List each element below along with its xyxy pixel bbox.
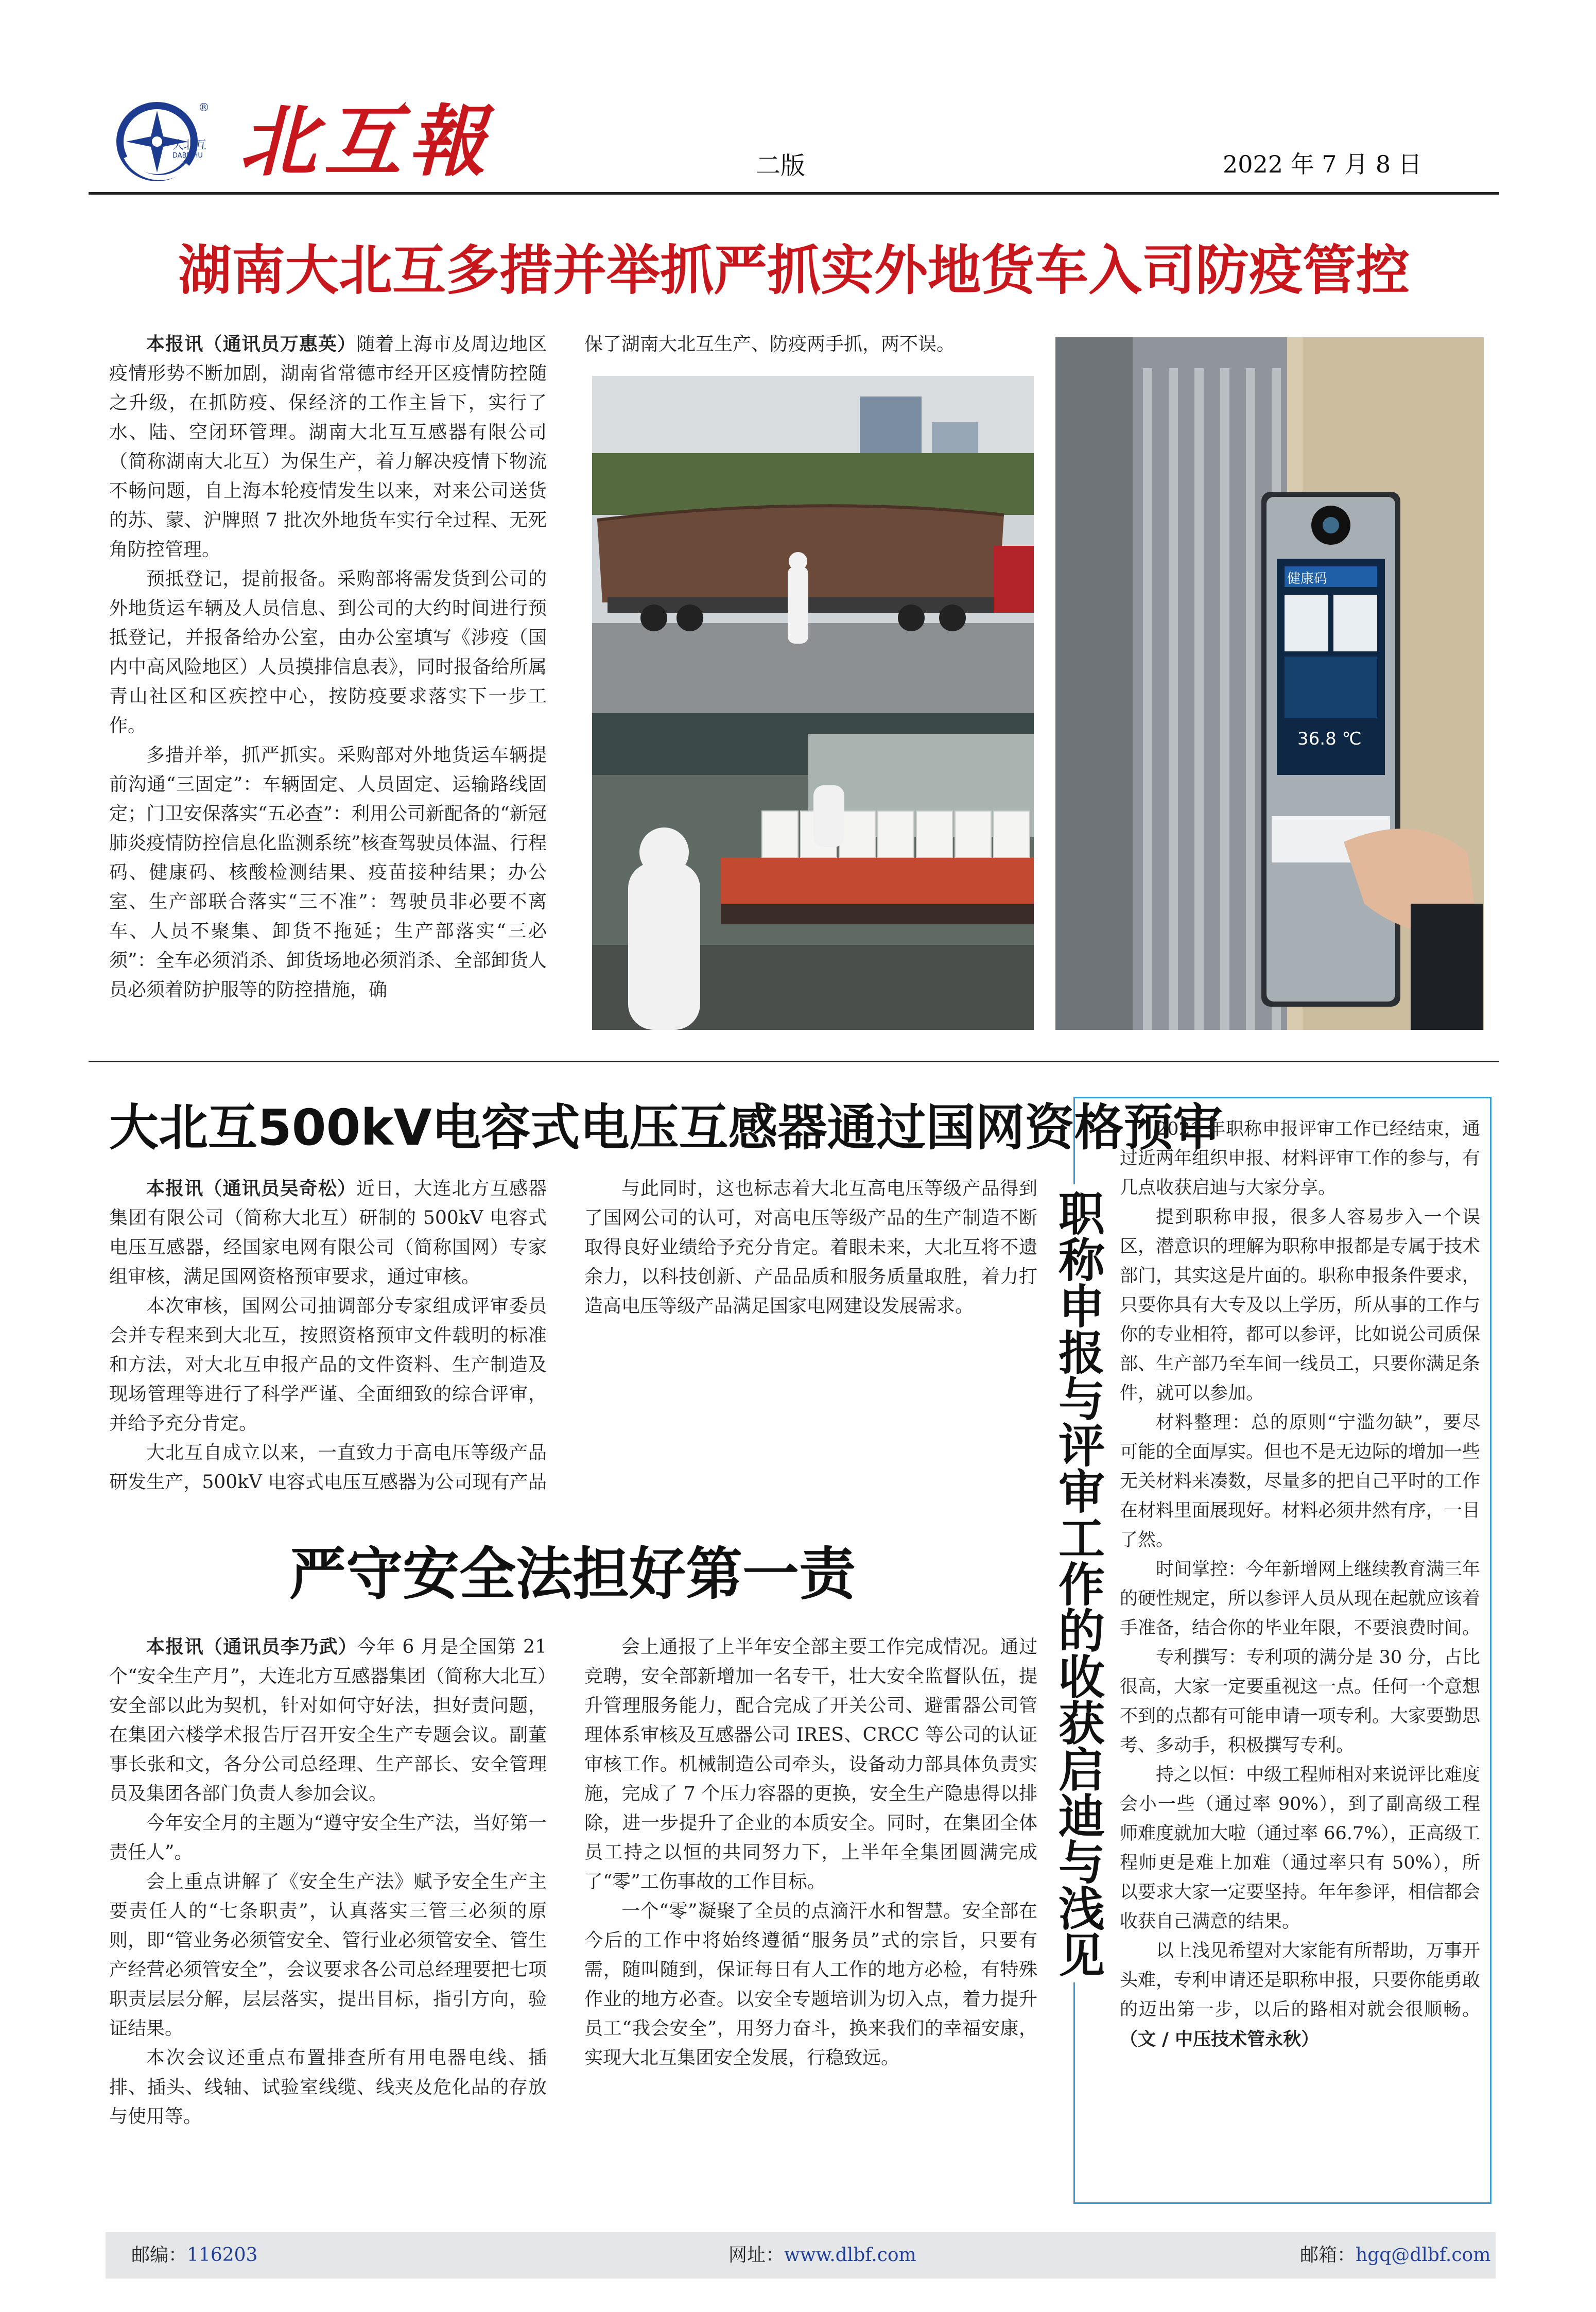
paper-name: 北互報 xyxy=(239,96,493,187)
article4-paragraph: 专利撰写：专利项的满分是 30 分，占比很高，大家一定要重视这一点。任何一个意想不到的点都有可能申请一项专利。大家要勤思考、多动手，积极撰写专利。 xyxy=(1120,1647,1481,1756)
article3-paragraph: 一个“零”凝聚了全员的点滴汗水和智慧。安全部在今后的工作中将始终遵循“服务员”式的宗旨，只要有需，随叫随到，保证每日有人工作的地方必检，有特殊作业的地方必查。以安全专题培训为切入点，着力提升员工“我会安全”，用努力奋斗，换来我们的幸福安康，实现大北互集团安全发展，行稳致远。 xyxy=(584,1901,1037,2068)
article3-paragraph: 今年安全月的主题为“遵守安全生产法，当好第一责任人”。 xyxy=(109,1813,547,1863)
website-link[interactable]: www.dlbf.com xyxy=(784,2245,916,2266)
article2-paragraph: 本次审核，国网公司抽调部分专家组成评审委员会并专程来到大北互，按照资格预审文件载明的标准和方法，对大北互申报产品的文件资料、生产制造及现场管理等进行了科学严谨、全面细致的综合评审，并给予充分肯定。 xyxy=(109,1296,547,1434)
article2-col2 xyxy=(584,1174,1037,1514)
article3-col2 xyxy=(584,1632,1037,2204)
article3-paragraph: 今年 6 月是全国第 21 个“安全生产月”，大连北方互感器集团（简称大北互）安全部以此为契机，针对如何守好法，担好责问题，在集团六楼学术报告厅召开安全生产专题会议。副董事长张和文，各分公司总经理、生产部长、安全管理员及集团各部门负责人参加会议。 xyxy=(109,1636,547,1804)
article4-signature: （文 / 中压技术管永秋） xyxy=(1120,2029,1320,2050)
article2-byline: 本报讯（通讯员吴奇松） xyxy=(146,1178,357,1199)
article3-paragraph: 会上通报了上半年安全部主要工作完成情况。通过竞聘，安全部新增加一名专干，壮大安全监督队伍，提升管理服务能力，配合完成了开关公司、避雷器公司管理体系审核及互感器公司 IRES、CRCC 等公司的认证审核工作。机械制造公司牵头，设备动力部具体负责实施，完成了 7 个压力容器的更换，安全生产隐患得以排除，进一步提升了企业的本质安全。同时，在集团全体员工持之以恒的共同努力下，上半年全集团圆满完成了“零”工伤事故的工作目标。 xyxy=(584,1636,1037,1892)
footer-email xyxy=(1300,2232,1490,2279)
article1-headline: 湖南大北互多措并举抓严抓实外地货车入司防疫管控 xyxy=(178,239,1410,302)
article1-paragraph: 保了湖南大北互生产、防疫两手抓，两不误。 xyxy=(584,334,956,355)
terminal-temperature-reading: 36.8 ℃ xyxy=(1297,729,1362,749)
article4-headline: 职称申报与评审工作的收获启迪与浅见 xyxy=(1048,1184,1104,1982)
article4-paragraph: 2021 年职称申报评审工作已经结束，通过近两年组织申报、材料评审工作的参与，有几点收获启迪与大家分享。 xyxy=(1120,1119,1481,1198)
email-label: 邮箱： xyxy=(1300,2245,1356,2266)
truck-disinfection-photo xyxy=(592,376,1034,713)
footer-postcode xyxy=(131,2232,257,2279)
article1-paragraph: 随着上海市及周边地区疫情形势不断加剧，湖南省常德市经开区疫情防控随之升级，在抓防疫、保经济的工作主旨下，实行了水、陆、空闭环管理。湖南大北互互感器有限公司（简称湖南大北互）为保生产，着力解决疫情下物流不畅问题，自上海本轮疫情发生以来，对来公司送货的苏、蒙、沪牌照 7 批次外地货车实行全过程、无死角防控管理。 xyxy=(109,334,547,560)
footer-bar xyxy=(106,2232,1496,2279)
article1-col1 xyxy=(109,330,547,1030)
article4-paragraph: 提到职称申报，很多人容易步入一个误区，潜意识的理解为职称申报都是专属于技术部门，其实这是片面的。职称申报条件要求，只要你具有大专及以上学历，所从事的工作与你的专业相符，都可以参评，比如说公司质保部、生产部乃至车间一线员工，只要你满足条件，就可以参加。 xyxy=(1120,1207,1481,1404)
article2-col1 xyxy=(109,1174,547,1514)
unloading-photo xyxy=(592,713,1034,1030)
article3-byline: 本报讯（通讯员李乃武） xyxy=(146,1636,358,1658)
article2-headline: 大北互500kV电容式电压互感器通过国网资格预审 xyxy=(109,1099,1223,1157)
article3-paragraph: 会上重点讲解了《安全生产法》赋予安全生产主要责任人的“七条职责”，认真落实三管三必须的原则，即“管业务必须管安全、管行业必须管安全、管生产经营必须管安全”，会议要求各公司总经理要把七项职责层层分解，层层落实，提出目标，指引方向，验证结果。 xyxy=(109,1871,547,2039)
edition-label: 二版 xyxy=(756,151,806,180)
postcode-value: 116203 xyxy=(187,2245,258,2266)
article2-paragraph: 与此同时，这也标志着大北互高电压等级产品得到了国网公司的认可，对高电压等级产品的生产制造不断取得良好业绩给予充分肯定。着眼未来，大北互将不遗余力，以科技创新、产品品质和服务质量取胜，着力打造高电压等级产品满足国家电网建设发展需求。 xyxy=(584,1178,1037,1317)
article4-paragraph: 材料整理：总的原则“宁滥勿缺”，要尽可能的全面厚实。但也不是无边际的增加一些无关材料来凑数，尽量多的把自己平时的工作在材料里面展现好。材料必须井然有序，一目了然。 xyxy=(1120,1412,1481,1550)
article1-paragraph: 预抵登记，提前报备。采购部将需发货到公司的外地货运车辆及人员信息、到公司的大约时间进行预抵登记，并报备给办公室，由办公室填写《涉疫（国内中高风险地区）人员摸排信息表》，同时报备给所属青山社区和区疾控中心，按防疫要求落实下一步工作。 xyxy=(109,568,547,736)
issue-date: 2022 年 7 月 8 日 xyxy=(1223,150,1422,178)
article3-headline: 严守安全法担好第一责 xyxy=(289,1541,856,1607)
footer-website xyxy=(728,2232,916,2279)
logo xyxy=(116,100,219,193)
logo-en-text: DABEIHU xyxy=(172,152,203,160)
article3-paragraph: 本次会议还重点布置排查所有用电器电线、插排、插头、线轴、试验室线缆、线夹及危化品的存放与使用等。 xyxy=(109,2047,547,2127)
article4-paragraph: 持之以恒：中级工程师相对来说评比难度会小一些（通过率 90%），到了副高级工程师难度就加大啦（通过率 66.7%），正高级工程师更是难上加难（通过率只有 50%），所以要求大家一定要坚持。年年参评，相信都会收获自己满意的结果。 xyxy=(1120,1765,1481,1932)
article2-paragraph: 近日，大连北方互感器集团有限公司（简称大北互）研制的 500kV 电容式电压互感器，经国家电网有限公司（简称国网）专家组审核，满足国网资格预审要求，通过审核。 xyxy=(109,1178,547,1287)
website-label: 网址： xyxy=(728,2245,785,2266)
section-divider xyxy=(89,1061,1499,1062)
article1-byline: 本报讯（通讯员万惠英） xyxy=(146,333,357,355)
terminal-health-code-label: 健康码 xyxy=(1287,571,1328,586)
postcode-label: 邮编： xyxy=(131,2245,187,2266)
article3-col1 xyxy=(109,1632,547,2204)
article2-paragraph: 大北互自成立以来，一直致力于高电压等级产品研发生产，500kV 电容式电压互感器为公司现有产品 xyxy=(109,1442,547,1493)
temperature-terminal-photo xyxy=(1055,337,1484,1030)
article4-body xyxy=(1120,1115,1480,2196)
logo-small-text: 大北互 xyxy=(172,139,207,152)
email-link[interactable]: hgq@dlbf.com xyxy=(1356,2245,1491,2266)
masthead-rule xyxy=(89,192,1499,195)
article4-paragraph: 时间掌控：今年新增网上继续教育满三年的硬性规定，所以参评人员从现在起就应该着手准备，结合你的毕业年限，不要浪费时间。 xyxy=(1120,1559,1481,1638)
article1-paragraph: 多措并举，抓严抓实。采购部对外地货运车辆提前沟通“三固定”：车辆固定、人员固定、运输路线固定；门卫安保落实“五必查”：利用公司新配备的“新冠肺炎疫情防控信息化监测系统”核查驾驶员体温、行程码、健康码、核酸检测结果、疫苗接种结果；办公室、生产部联合落实“三不准”：驾驶员非必要不离车、人员不聚集、卸货不拖延；生产部落实“三必须”：全车必须消杀、卸货场地必须消杀、全部卸货人员必须着防护服等的防控措施，确 xyxy=(109,745,547,1000)
logo-registered-mark: ® xyxy=(198,101,210,114)
article4-paragraph: 以上浅见希望对大家能有所帮助，万事开头难，专利申请还是职称申报，只要你能勇敢的迈出第一步，以后的路相对就会很顺畅。 xyxy=(1120,1941,1481,2020)
article1-col2 xyxy=(584,330,1037,360)
